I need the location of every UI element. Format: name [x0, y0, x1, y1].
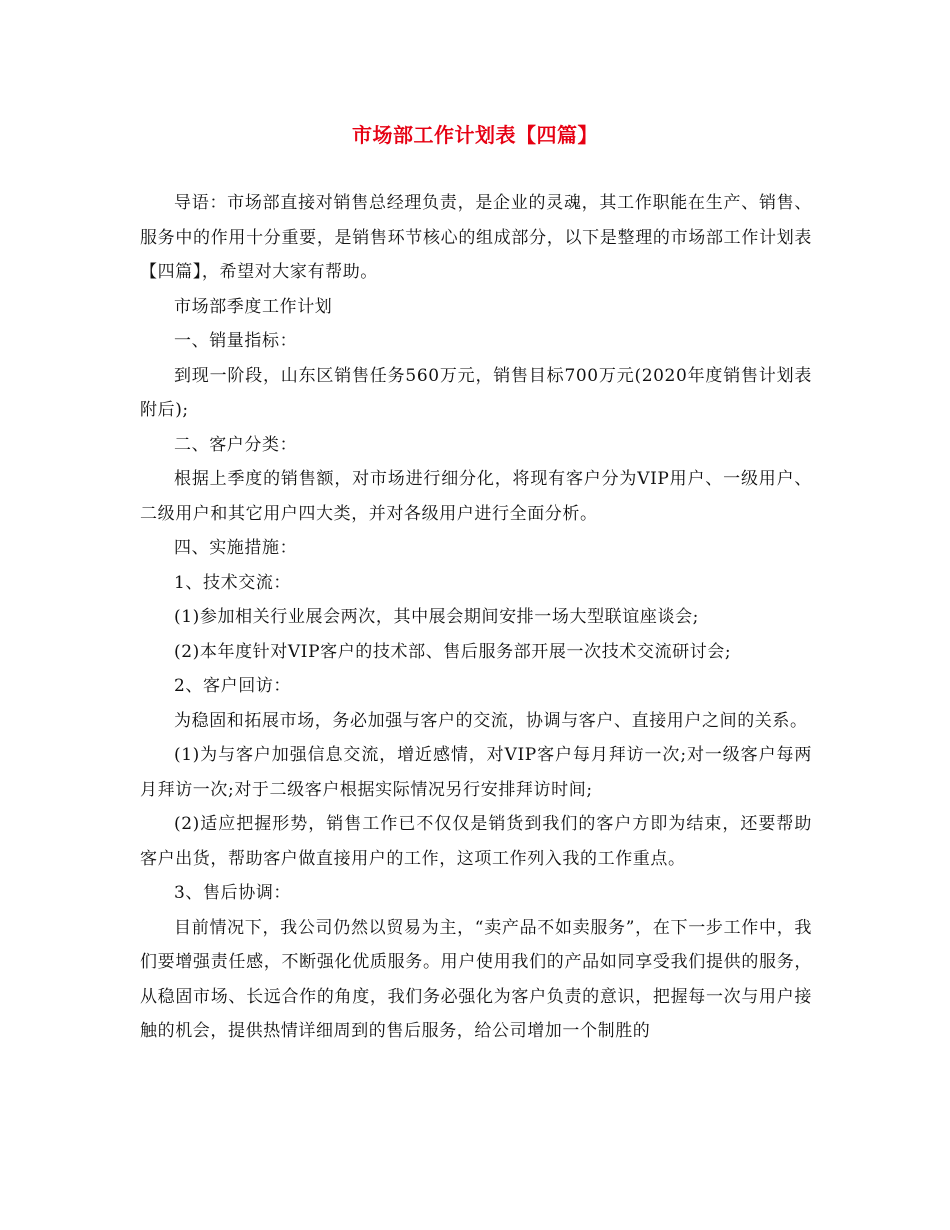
list-item: (1)为与客户加强信息交流，增近感情，对VIP客户每月拜访一次;对一级客户每两月拜访一次;对于二级客户根据实际情况另行安排拜访时间;	[140, 745, 812, 800]
sub-heading: 2、客户回访：	[174, 676, 292, 696]
sub-heading: 1、技术交流：	[174, 572, 292, 593]
intro-paragraph: 导语：市场部直接对销售总经理负责，是企业的灵魂，其工作职能在生产、销售、服务中的作用十分重要，是销售环节核心的组成部分，以下是整理的市场部工作计划表【四篇】，希望对大家有帮助。	[140, 193, 812, 282]
document-body	[140, 186, 812, 1049]
list-item: (1)参加相关行业展会两次，其中展会期间安排一场大型联谊座谈会;	[174, 607, 700, 627]
list-item: (2)本年度针对VIP客户的技术部、售后服务部开展一次技术交流研讨会;	[174, 641, 732, 662]
sub-heading: 3、售后协调：	[174, 883, 292, 903]
body-paragraph: 为稳固和拓展市场，务必加强与客户的交流，协调与客户、直接用户之间的关系。	[174, 710, 808, 731]
body-paragraph: 根据上季度的销售额，对市场进行细分化，将现有客户分为VIP用户、一级用户、二级用户和其它用户四大类，并对各级用户进行全面分析。	[140, 469, 812, 524]
body-paragraph: 到现一阶段，山东区销售任务560万元，销售目标700万元(2020年度销售计划表附后);	[140, 365, 812, 420]
document-title: 市场部工作计划表【四篇】	[352, 123, 598, 147]
section-heading: 四、实施措施：	[174, 538, 298, 558]
section-heading: 一、销量指标：	[174, 331, 298, 351]
list-item: (2)适应把握形势，销售工作已不仅仅是销货到我们的客户方即为结束，还要帮助客户出货，帮助客户做直接用户的工作，这项工作列入我的工作重点。	[140, 814, 812, 869]
body-paragraph: 目前情况下，我公司仍然以贸易为主，“卖产品不如卖服务”，在下一步工作中，我们要增强责任感，不断强化优质服务。用户使用我们的产品如同享受我们提供的服务，从稳固市场、长远合作的角度，我们务必强化为客户负责的意识，把握每一次与用户接触的机会，提供热情详细周到的售后服务，给公司增加一个制胜的	[140, 917, 812, 1041]
section-heading: 市场部季度工作计划	[174, 296, 333, 317]
section-heading: 二、客户分类：	[174, 434, 298, 455]
